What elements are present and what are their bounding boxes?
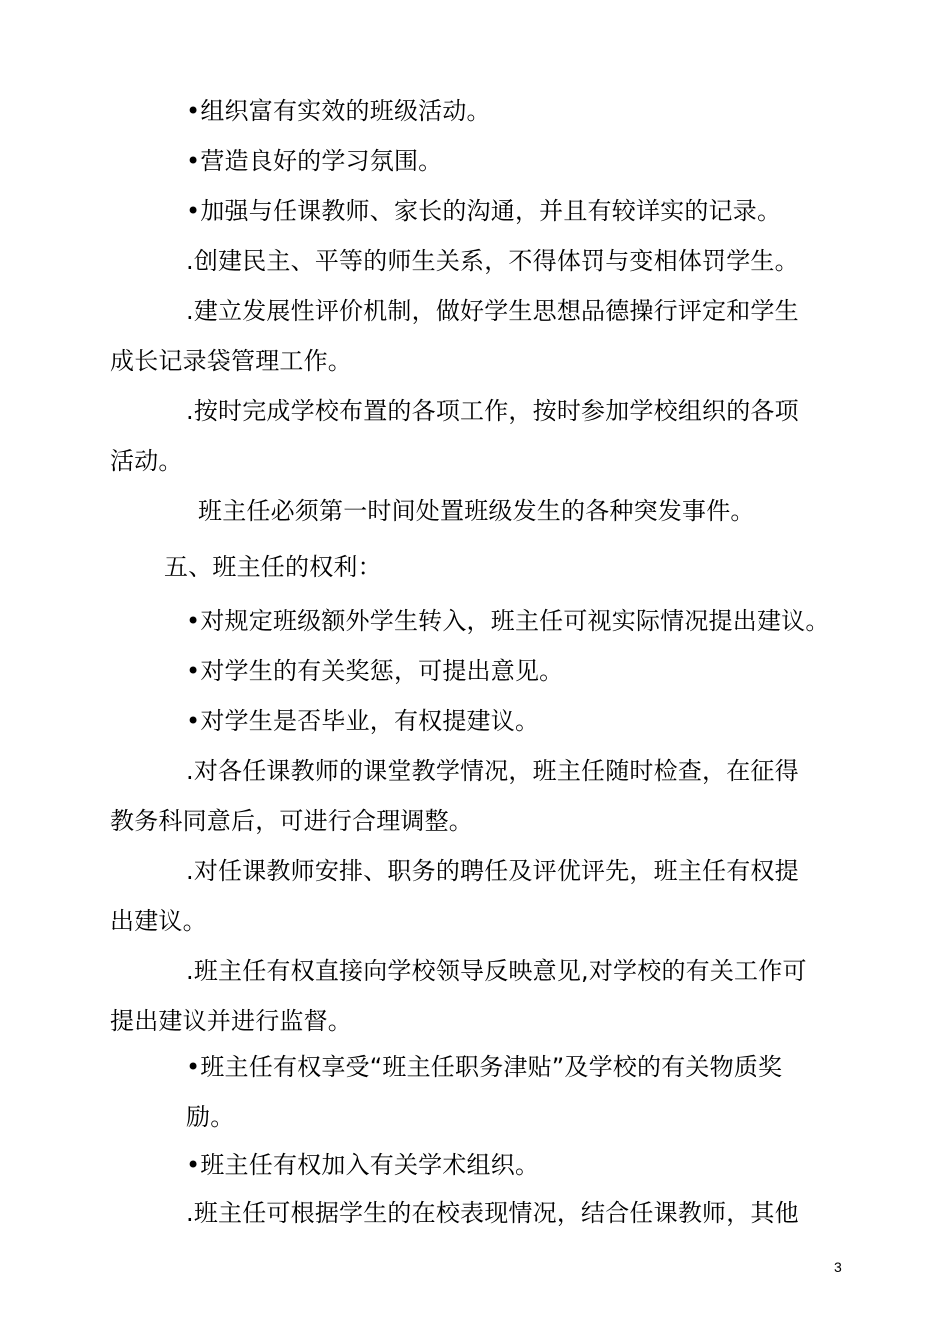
- page-number: 3: [834, 1259, 842, 1275]
- text-line: .班主任可根据学生的在校表现情况，结合任课教师，其他: [186, 1199, 799, 1227]
- text-line: •组织富有实效的班级活动。: [186, 97, 491, 125]
- text-line: 出建议。: [110, 907, 207, 935]
- text-line: •营造良好的学习氛围。: [186, 147, 443, 175]
- text-line: •对学生的有关奖惩，可提出意见。: [186, 657, 564, 685]
- text-line: 活动。: [110, 447, 183, 475]
- text-line: •对学生是否毕业，有权提建议。: [186, 707, 540, 735]
- section-heading: 五、班主任的权利：: [164, 553, 382, 581]
- text-line: •班主任有权加入有关学术组织。: [186, 1151, 540, 1179]
- text-line: •班主任有权享受“班主任职务津贴”及学校的有关物质奖: [186, 1053, 783, 1081]
- text-line: 提出建议并进行监督。: [110, 1007, 352, 1035]
- text-line: .按时完成学校布置的各项工作，按时参加学校组织的各项: [186, 397, 799, 425]
- text-line: 励。: [186, 1103, 235, 1131]
- text-line: .创建民主、平等的师生关系，不得体罚与变相体罚学生。: [186, 247, 799, 275]
- text-line: 班主任必须第一时间处置班级发生的各种突发事件。: [198, 497, 755, 525]
- text-line: .对各任课教师的课堂教学情况，班主任随时检查，在征得: [186, 757, 799, 785]
- text-line: .对任课教师安排、职务的聘任及评优评先，班主任有权提: [186, 857, 799, 885]
- text-line: 教务科同意后，可进行合理调整。: [110, 807, 473, 835]
- text-line: •对规定班级额外学生转入，班主任可视实际情况提出建议。: [186, 607, 830, 635]
- text-line: .建立发展性评价机制，做好学生思想品德操行评定和学生: [186, 297, 799, 325]
- text-line: •加强与任课教师、家长的沟通，并且有较详实的记录。: [186, 197, 782, 225]
- text-line: .班主任有权直接向学校领导反映意见,对学校的有关工作可: [186, 957, 807, 985]
- text-line: 成长记录袋管理工作。: [110, 347, 352, 375]
